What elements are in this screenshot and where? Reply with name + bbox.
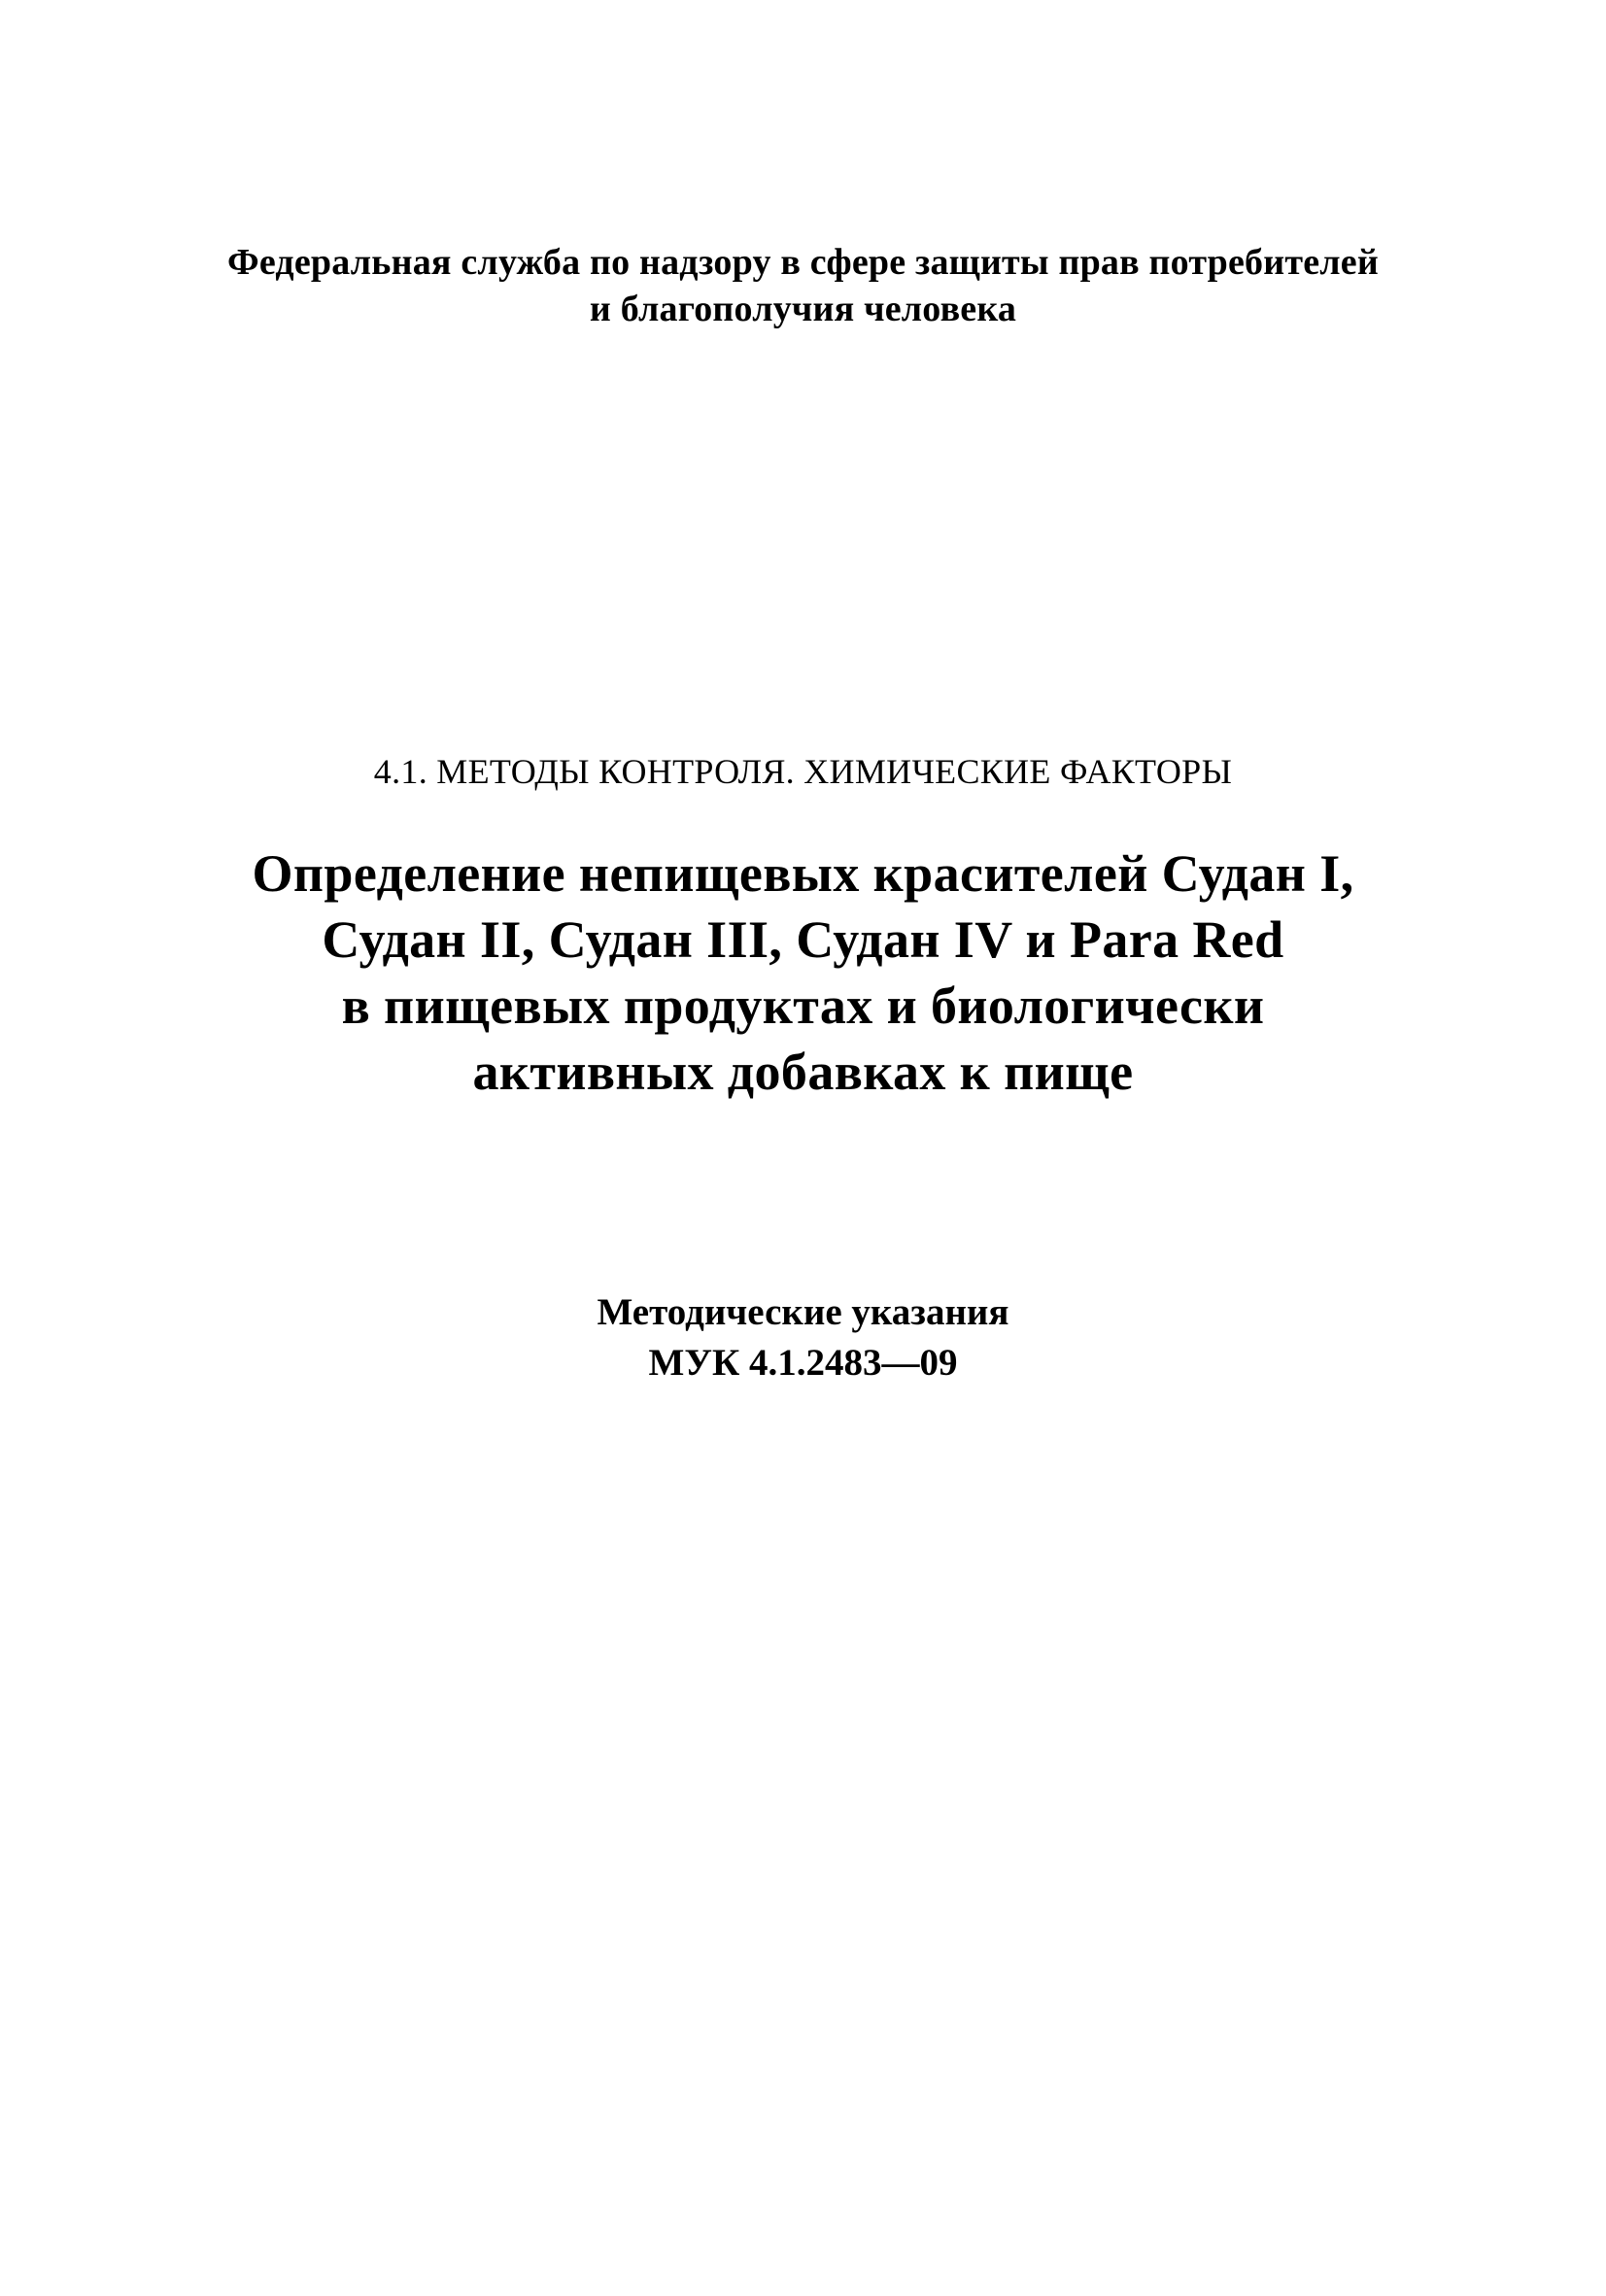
document-type: Методические указания bbox=[597, 1291, 1009, 1333]
series-heading: 4.1. МЕТОДЫ КОНТРОЛЯ. ХИМИЧЕСКИЕ ФАКТОРЫ bbox=[373, 752, 1233, 791]
agency-name-line-1: Федеральная служба по надзору в сфере защиты прав потребителей bbox=[227, 242, 1379, 283]
title-line-1: Определение непищевых красителей Судан I, bbox=[252, 844, 1354, 903]
title-line-2: Судан II, Судан III, Судан IV и Para Red bbox=[322, 910, 1284, 969]
title-line-4: активных добавках к пище bbox=[472, 1043, 1134, 1101]
document-code: МУК 4.1.2483—09 bbox=[648, 1342, 958, 1384]
agency-name-line-2: и благополучия человека bbox=[589, 289, 1017, 329]
title-line-3: в пищевых продуктах и биологически bbox=[341, 977, 1265, 1035]
